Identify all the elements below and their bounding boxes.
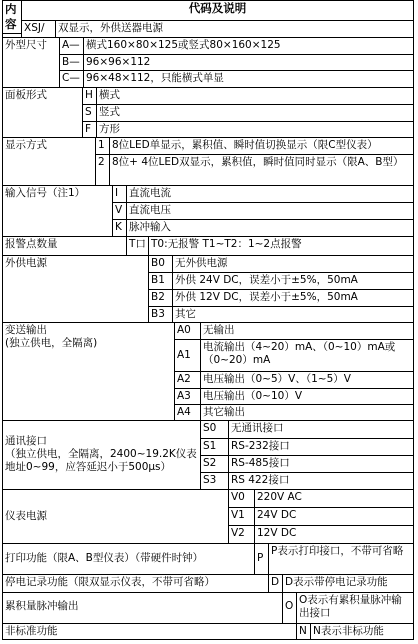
comm-code-s1: S1	[201, 439, 229, 456]
panel-label: 面板形式	[3, 88, 83, 138]
transmit-desc-a0: 无输出	[201, 323, 413, 340]
comm-code-s3: S3	[201, 473, 229, 490]
power-label: 仪表电源	[3, 490, 229, 544]
transmit-code-a0: A0	[175, 323, 201, 340]
display-desc-2: 8位+ 4位LED双显示，累积值，瞬时值同时显示（限A、B型）	[110, 155, 413, 186]
transmit-label: 变送输出	[5, 324, 47, 336]
input-label: 输入信号（注1）	[3, 186, 113, 237]
dimensions-desc-b: 96×96×112	[84, 55, 413, 71]
alarm-desc: T0:无报警 T1~T2：1~2点报警	[149, 237, 413, 256]
ext-power-code-b1: B1	[149, 273, 173, 290]
transmit-label-cell	[3, 323, 175, 421]
dimensions-label: 外型尺寸	[3, 38, 60, 88]
display-code-2: 2	[96, 155, 110, 186]
panel-desc-f: 方形	[97, 122, 413, 138]
ext-power-desc-b1: 外供 24V DC，误差小于±5%，50mA	[173, 273, 413, 290]
model-code: XSJ/	[22, 21, 56, 38]
comm-label: 通讯接口	[5, 435, 47, 447]
model-desc: 双显示，外供送器电源	[56, 21, 413, 38]
transmit-code-a2: A2	[175, 372, 201, 389]
input-desc-k: 脉冲输入	[127, 220, 413, 237]
display-label: 显示方式	[3, 138, 96, 186]
pulse-label: 累积量脉冲输出	[3, 593, 283, 624]
comm-desc-s1: RS-232接口	[229, 439, 413, 456]
transmit-code-a1: A1	[175, 340, 201, 372]
dimensions-code-b: B—	[60, 55, 84, 71]
panel-code-h: H	[83, 88, 97, 105]
power-code-v2: V2	[229, 526, 255, 544]
ext-power-code-b2: B2	[149, 290, 173, 307]
header-content-label: 内容	[3, 1, 22, 34]
transmit-code-a4: A4	[175, 405, 201, 421]
panel-code-s: S	[83, 105, 97, 122]
alarm-label: 报警点数量	[3, 237, 127, 256]
display-code-1: 1	[96, 138, 110, 155]
transmit-desc-a4: 其它输出	[201, 405, 413, 421]
nonstd-code: N	[297, 624, 311, 640]
input-desc-i: 直流电流	[127, 186, 413, 203]
ext-power-code-b3: B3	[149, 307, 173, 323]
dimensions-code-c: C—	[60, 71, 84, 88]
ext-power-desc-b0: 无外供电源	[173, 256, 413, 273]
dimensions-code-a: A—	[60, 38, 84, 55]
outage-label: 停电记录功能（限双显示仪表，不带可省略）	[3, 575, 269, 593]
dimensions-desc-c: 96×48×112，只能横式单显	[84, 71, 413, 88]
comm-desc-s0: 无通讯接口	[229, 421, 413, 439]
panel-code-f: F	[83, 122, 97, 138]
input-code-v: V	[113, 203, 127, 220]
comm-note: （独立供电，全隔离，2400~19.2K仪表地址0~99，应答延迟小于500μs）	[5, 448, 197, 473]
input-code-i: I	[113, 186, 127, 203]
print-desc: P表示打印接口，不带可省略	[269, 544, 413, 575]
comm-label-cell	[3, 421, 201, 490]
dimensions-desc-a: 横式160×80×125或竖式80×160×125	[84, 38, 413, 55]
print-code: P	[255, 544, 269, 575]
pulse-desc: O表示有累积量脉冲输出接口	[297, 593, 413, 624]
transmit-desc-a1: 电流输出（4~20）mA、（0~10）mA或（0~20）mA	[201, 340, 413, 372]
header-title: 代码及说明	[22, 1, 413, 21]
outage-code: D	[269, 575, 283, 593]
outage-desc: D表示带停电记录功能	[283, 575, 413, 593]
panel-desc-h: 横式	[97, 88, 413, 105]
print-label: 打印功能（限A、B型仪表）（带硬件时钟）	[3, 544, 255, 575]
ext-power-desc-b3: 其它	[173, 307, 413, 323]
alarm-code: T口	[127, 237, 149, 256]
input-desc-v: 直流电压	[127, 203, 413, 220]
power-desc-v0: 220V AC	[255, 490, 413, 508]
nonstd-label: 非标准功能	[3, 624, 297, 640]
comm-code-s2: S2	[201, 456, 229, 473]
ext-power-desc-b2: 外供 12V DC，误差小于±5%，50mA	[173, 290, 413, 307]
pulse-code: O	[283, 593, 297, 624]
power-desc-v1: 24V DC	[255, 508, 413, 526]
comm-desc-s3: RS 422接口	[229, 473, 413, 490]
ext-power-code-b0: B0	[149, 256, 173, 273]
display-desc-1: 8位LED单显示，累积值、瞬时值切换显示（限C型仪表）	[110, 138, 413, 155]
spec-table	[2, 0, 414, 640]
panel-desc-s: 竖式	[97, 105, 413, 122]
transmit-desc-a2: 电压输出（0~5）V、（1~5）V	[201, 372, 413, 389]
transmit-note: (独立供电，全隔离)	[5, 337, 98, 349]
comm-code-s0: S0	[201, 421, 229, 439]
nonstd-desc: N表示非标功能	[313, 625, 384, 637]
power-code-v1: V1	[229, 508, 255, 526]
power-code-v0: V0	[229, 490, 255, 508]
transmit-desc-a3: 电压输出（0~10）V	[201, 389, 413, 405]
power-desc-v2: 12V DC	[255, 526, 413, 544]
ext-power-label: 外供电源	[3, 256, 149, 323]
input-code-k: K	[113, 220, 127, 237]
comm-desc-s2: RS-485接口	[229, 456, 413, 473]
transmit-code-a3: A3	[175, 389, 201, 405]
